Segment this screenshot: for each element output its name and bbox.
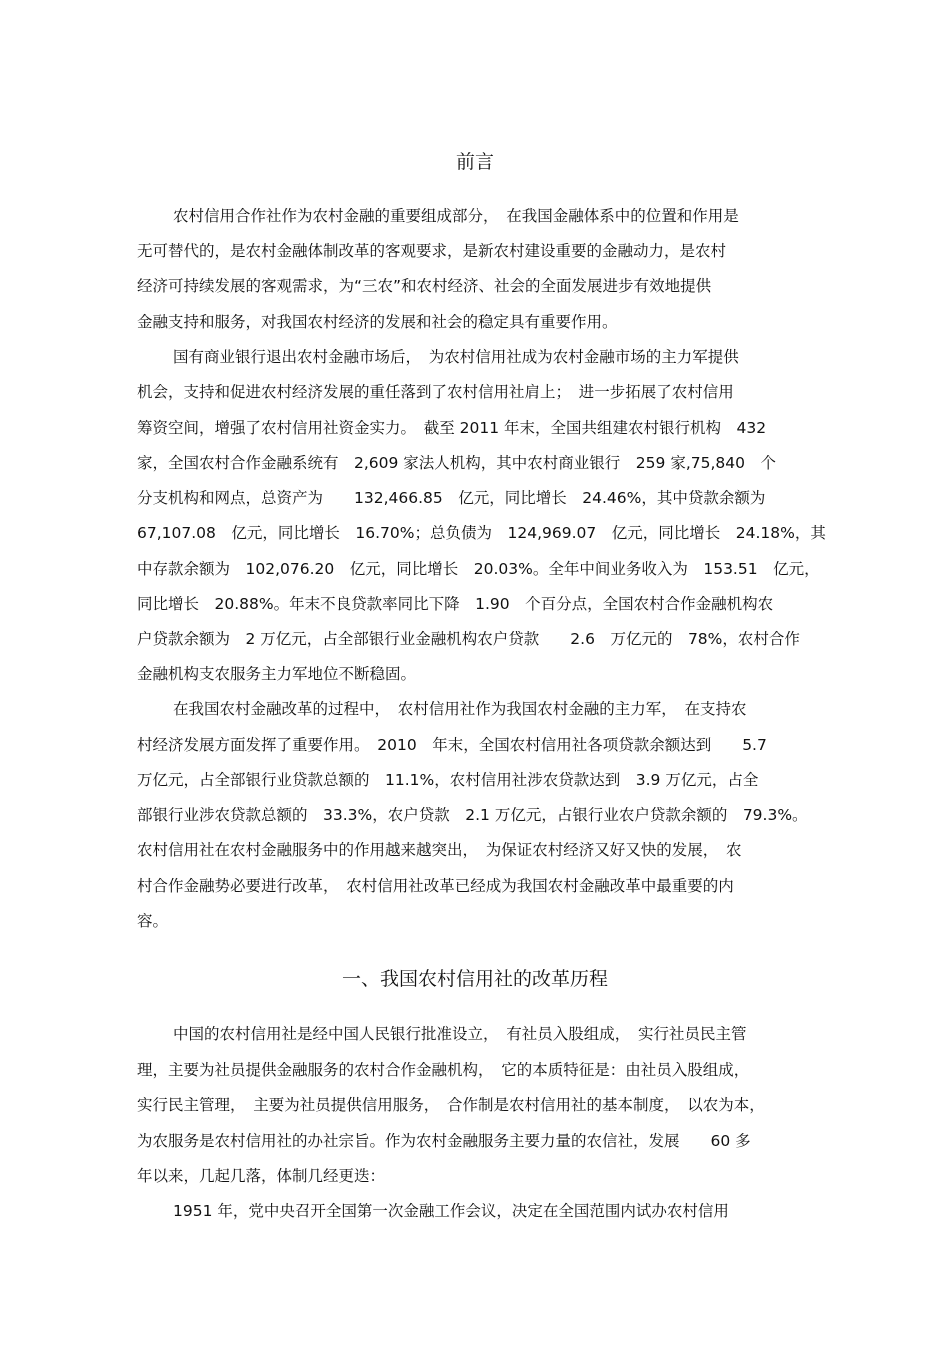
section1-p1-line3: 实行民主管理， 主要为社员提供信用服务， 合作制是农村信用社的基本制度， 以农为本， [137,1096,765,1114]
preface-p1-line3: 经济可持续发展的客观需求，为“三农”和农村经济、社会的全面发展进步有效地提供 [137,277,712,295]
preface-p1-line1: 农村信用合作社作为农村金融的重要组成部分， 在我国金融体系中的位置和作用是 [173,207,739,225]
preface-p2-line1: 国有商业银行退出农村金融市场后， 为农村信用社成为农村金融市场的主力军提供 [173,348,739,366]
preface-p3-line5: 农村信用社在农村金融服务中的作用越来越突出， 为保证农村经济又好又快的发展， 农 [137,841,742,859]
preface-p2-line6: 67,107.08 亿元，同比增长 16.70%；总负债为 124,969.07 亿元，同比增长 24.18%，其 [137,524,826,542]
section1-p1-line4: 为农服务是农村信用社的办社宗旨。作为农村金融服务主要力量的农信社，发展 60 多 [137,1132,751,1150]
section1-p1-line2: 理，主要为社员提供金融服务的农村合作金融机构， 它的本质特征是：由社员入股组成， [137,1061,750,1079]
section1-p1-line5: 年以来，几起几落，体制几经更迭： [137,1167,386,1185]
preface-p3-line7: 容。 [137,912,169,930]
preface-p3-line4: 部银行业涉农贷款总额的 33.3%，农户贷款 2.1 万亿元，占银行业农户贷款余额的 79.3%。 [137,806,808,824]
preface-p2-line3: 筹资空间，增强了农村信用社资金实力。 截至 2011 年末，全国共组建农村银行机构 432 [137,419,767,437]
preface-p2-line2: 机会，支持和促进农村经济发展的重任落到了农村信用社肩上； 进一步拓展了农村信用 [137,383,734,401]
preface-p3-line1: 在我国农村金融改革的过程中， 农村信用社作为我国农村金融的主力军， 在支持农 [173,700,747,718]
preface-p3-line3: 万亿元，占全部银行业贷款总额的 11.1%，农村信用社涉农贷款达到 3.9 万亿元，占全 [137,771,759,789]
preface-p1-line4: 金融支持和服务，对我国农村经济的发展和社会的稳定具有重要作用。 [137,313,618,331]
preface-p3-line6: 村合作金融势必要进行改革， 农村信用社改革已经成为我国农村金融改革中最重要的内 [137,877,734,895]
preface-p1-line2: 无可替代的，是农村金融体制改革的客观要求，是新农村建设重要的金融动力，是农村 [137,242,727,260]
preface-p2-line10: 金融机构支农服务主力军地位不断稳固。 [137,665,417,683]
section-heading: 一、我国农村信用社的改革历程 [341,968,608,990]
preface-p2-line5: 分支机构和网点，总资产为 132,466.85 亿元，同比增长 24.46%，其中贷款余额为 [137,489,766,507]
section1-p2-line1: 1951 年，党中央召开全国第一次金融工作会议，决定在全国范围内试办农村信用 [173,1202,729,1220]
preface-p2-line7: 中存款余额为 102,076.20 亿元，同比增长 20.03%。全年中间业务收入为 153.51 亿元， [137,560,820,578]
preface-p2-line8: 同比增长 20.88%。年末不良贷款率同比下降 1.90 个百分点，全国农村合作金融机构农 [137,595,774,613]
preface-p3-line2: 村经济发展方面发挥了重要作用。 2010 年末，全国农村信用社各项贷款余额达到 5.7 [137,736,767,754]
section1-p1-line1: 中国的农村信用社是经中国人民银行批准设立， 有社员入股组成， 实行社员民主管 [173,1025,747,1043]
preface-p2-line4: 家，全国农村合作金融系统有 2,609 家法人机构，其中农村商业银行 259 家,75,840 个 [137,454,776,472]
preface-p2-line9: 户贷款余额为 2 万亿元，占全部银行业金融机构农户贷款 2.6 万亿元的 78%，农村合作 [137,630,800,648]
page-title: 前言 [455,151,494,173]
